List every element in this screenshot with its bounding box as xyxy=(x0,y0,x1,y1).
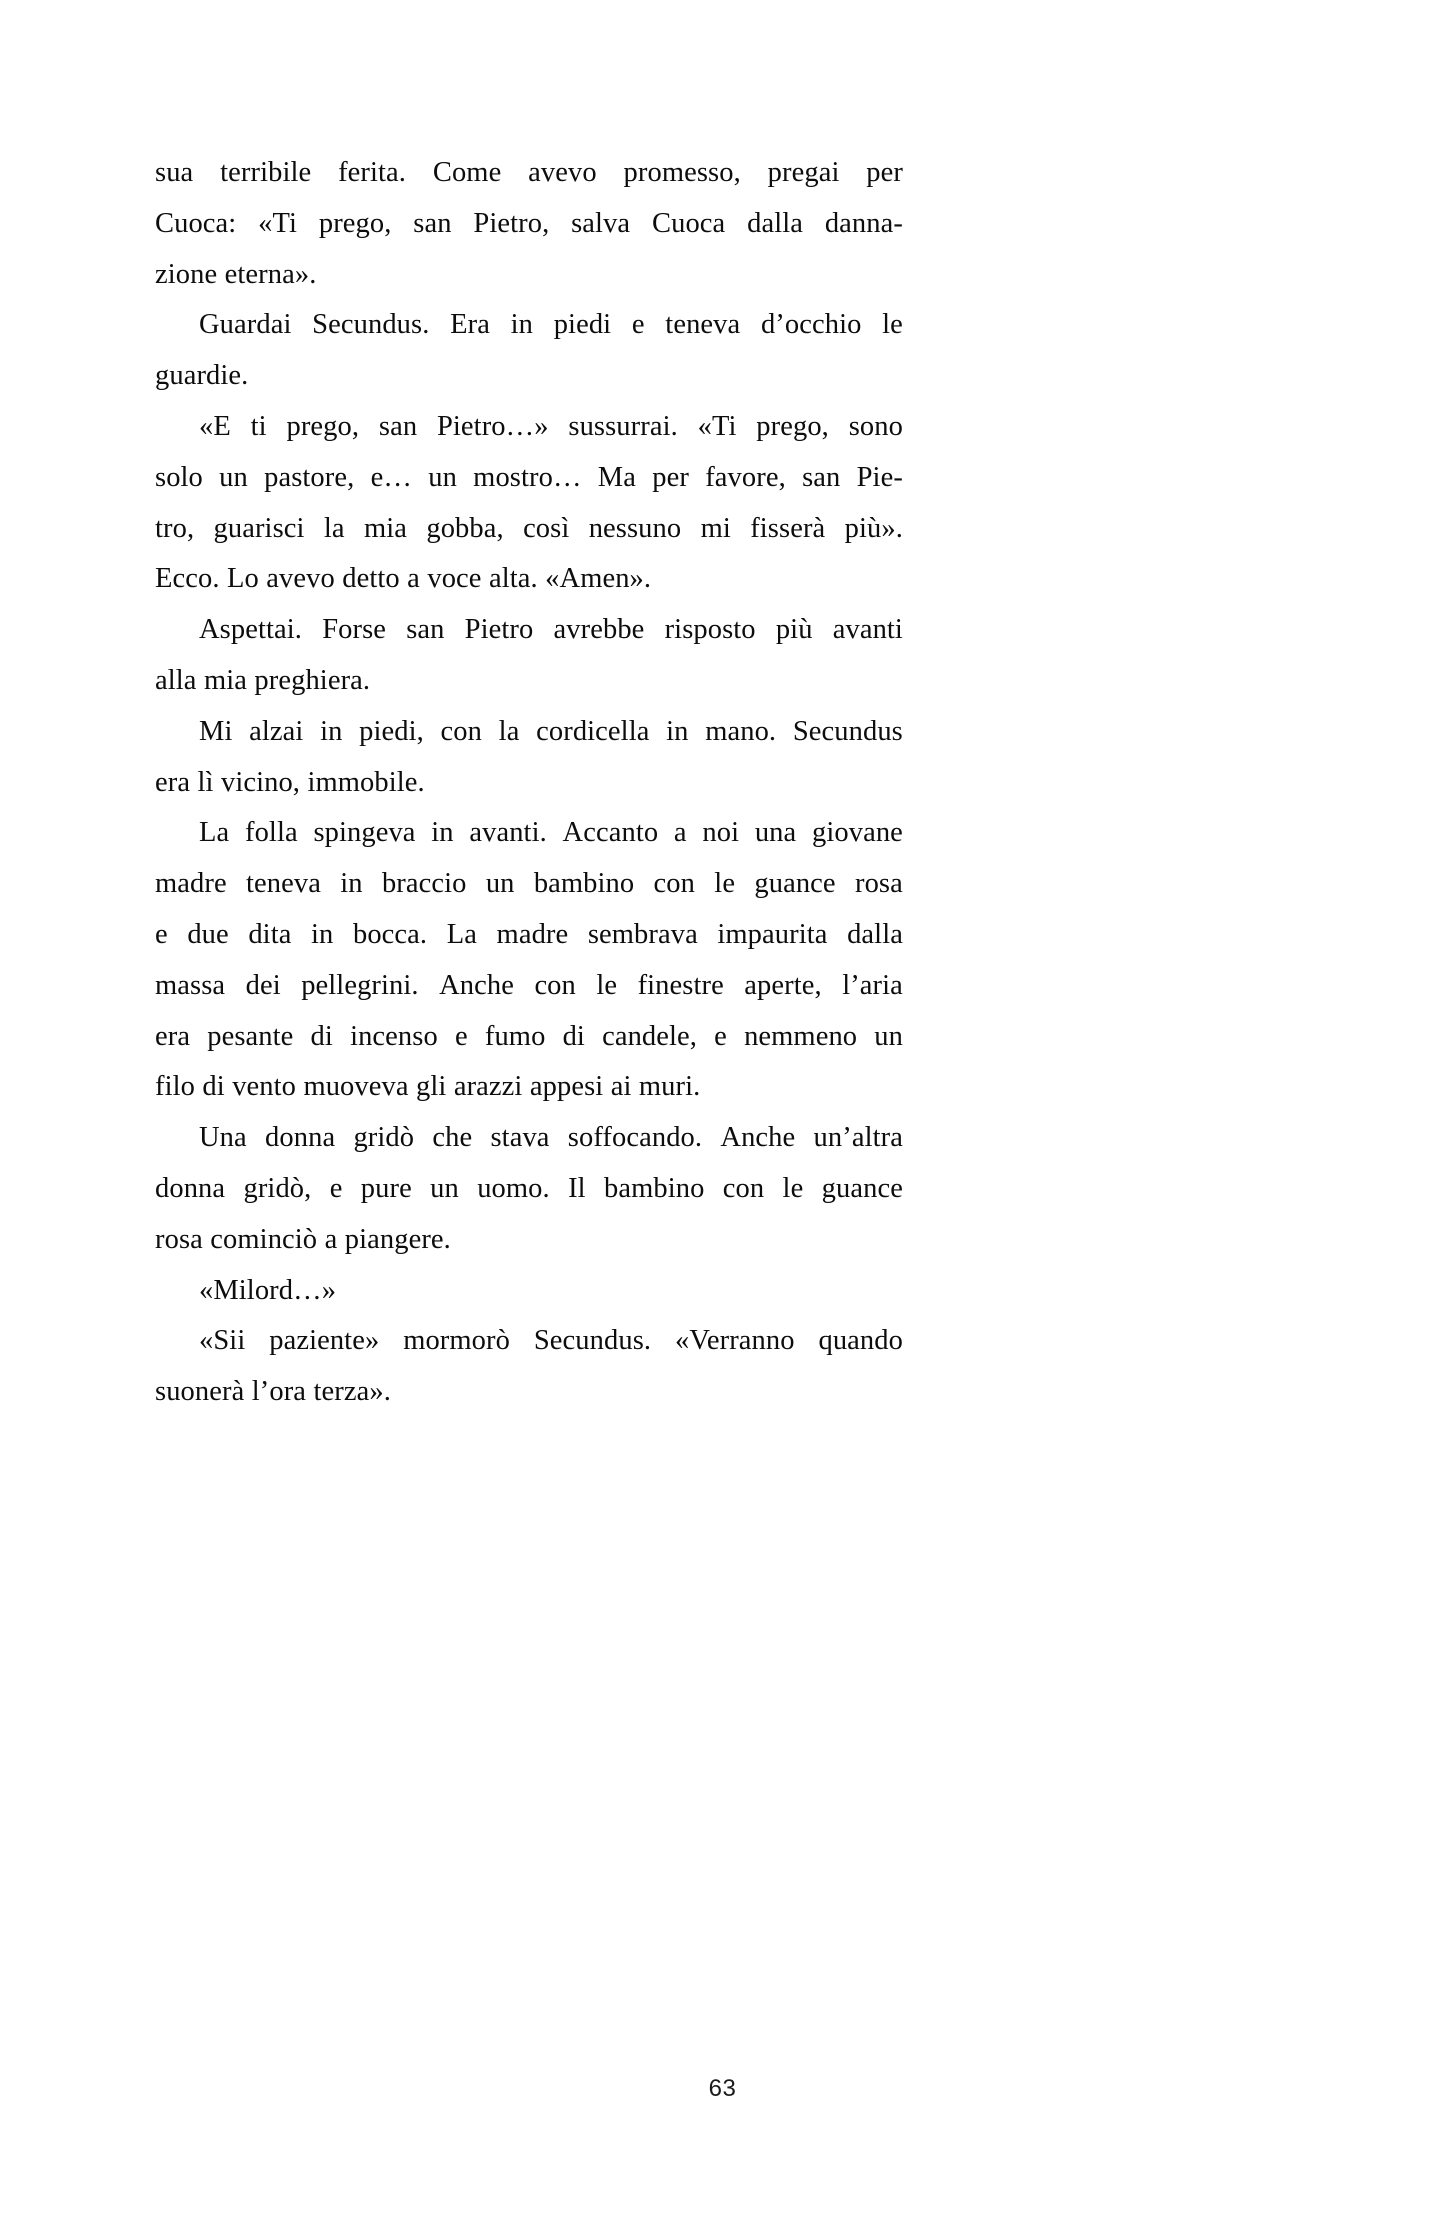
text-line xyxy=(155,199,903,250)
paragraph xyxy=(155,808,903,1113)
text-line xyxy=(155,1367,903,1418)
paragraph xyxy=(155,707,903,809)
text-line xyxy=(155,351,903,402)
text-line xyxy=(155,402,903,453)
line-text: sua terribile ferita. Come avevo promesso, pregai per xyxy=(155,157,903,188)
text-line xyxy=(155,656,903,707)
line-text: guardie. xyxy=(155,360,249,392)
line-text: e due dita in bocca. La madre sembrava impaurita dalla xyxy=(155,918,903,950)
text-line xyxy=(155,453,903,504)
line-text: filo di vento muoveva gli arazzi appesi ai muri. xyxy=(155,1071,701,1103)
line-text: donna gridò, e pure un uomo. Il bambino con le guance xyxy=(155,1172,903,1204)
text-line xyxy=(155,961,903,1012)
paragraph xyxy=(155,1113,903,1265)
text-line xyxy=(155,707,903,758)
line-text: zione eterna». xyxy=(155,258,317,290)
page-text-block xyxy=(155,148,903,1418)
line-text: Aspettai. Forse san Pietro avrebbe risposto più avanti xyxy=(199,614,903,646)
paragraph xyxy=(155,402,903,605)
line-text: era lì vicino, immobile. xyxy=(155,766,425,798)
text-line xyxy=(155,504,903,555)
text-line xyxy=(155,1215,903,1266)
line-text: Guardai Secundus. Era in piedi e teneva d’occhio le xyxy=(199,309,903,341)
line-text: solo un pastore, e… un mostro… Ma per favore, san Pie- xyxy=(155,461,903,493)
text-line xyxy=(155,808,903,859)
paragraph xyxy=(155,1266,903,1317)
line-text: La folla spingeva in avanti. Accanto a noi una giovane xyxy=(199,817,903,849)
text-line xyxy=(155,1164,903,1215)
line-text: madre teneva in braccio un bambino con le guance rosa xyxy=(155,868,903,900)
text-line xyxy=(155,859,903,910)
line-text: Mi alzai in piedi, con la cordicella in mano. Secundus xyxy=(199,715,903,747)
paragraph xyxy=(155,148,903,300)
line-text: «Sii paziente» mormorò Secundus. «Verranno quando xyxy=(199,1325,903,1357)
line-text: era pesante di incenso e fumo di candele, e nemmeno un xyxy=(155,1020,903,1052)
text-line xyxy=(155,910,903,961)
line-text: Ecco. Lo avevo detto a voce alta. «Amen». xyxy=(155,563,652,595)
line-text: Una donna gridò che stava soffocando. Anche un’altra xyxy=(199,1122,903,1154)
text-line xyxy=(155,1113,903,1164)
line-text: alla mia preghiera. xyxy=(155,664,371,696)
line-text: suonerà l’ora terza». xyxy=(155,1376,391,1408)
text-line xyxy=(155,758,903,809)
text-line xyxy=(155,1062,903,1113)
page-number: 63 xyxy=(708,2075,737,2102)
text-line xyxy=(155,1012,903,1063)
paragraph xyxy=(155,1316,903,1418)
text-line xyxy=(155,300,903,351)
line-text: Cuoca: «Ti prego, san Pietro, salva Cuoca dalla danna- xyxy=(155,207,903,239)
text-line xyxy=(155,1266,903,1317)
text-line xyxy=(155,148,903,199)
line-text: «E ti prego, san Pietro…» sussurrai. «Ti prego, sono xyxy=(199,410,903,442)
line-text: tro, guarisci la mia gobba, così nessuno mi fisserà più». xyxy=(155,512,903,544)
line-text: massa dei pellegrini. Anche con le finestre aperte, l’aria xyxy=(155,969,903,1001)
text-line xyxy=(155,1316,903,1367)
line-text: «Milord…» xyxy=(199,1274,337,1306)
line-text: rosa cominciò a piangere. xyxy=(155,1223,451,1255)
text-line xyxy=(155,554,903,605)
text-line xyxy=(155,250,903,301)
paragraph xyxy=(155,605,903,707)
text-line xyxy=(155,605,903,656)
paragraph xyxy=(155,300,903,402)
